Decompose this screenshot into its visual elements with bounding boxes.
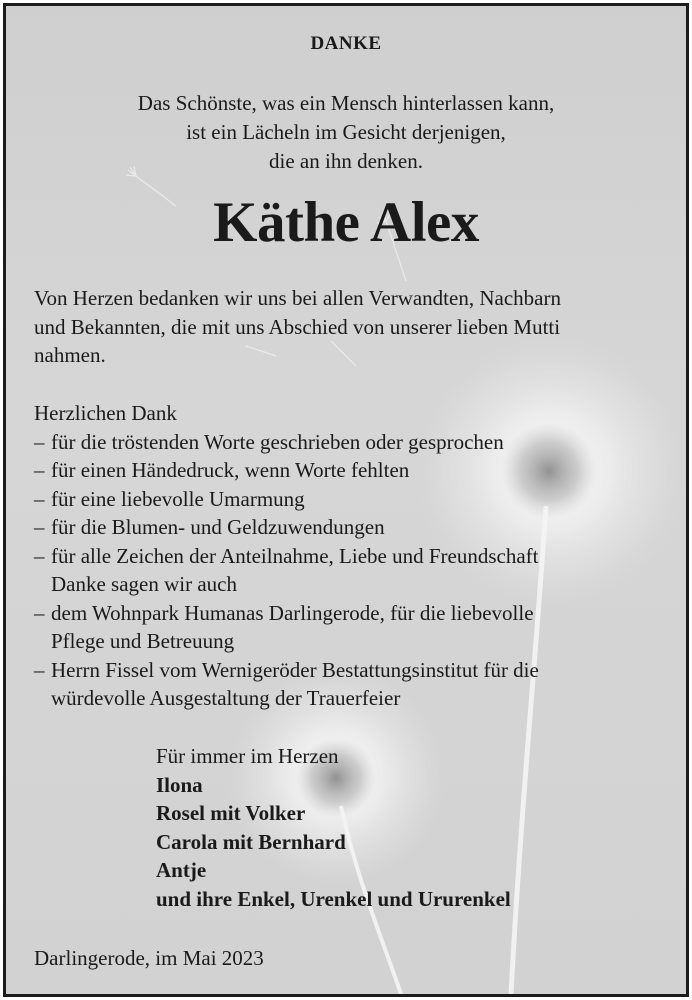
also-item-line: dem Wohnpark Humanas Darlingerode, für die liebevolle bbox=[51, 600, 534, 625]
thanks-item-line: für die Blumen- und Geldzuwendungen bbox=[51, 515, 385, 539]
thanks-item-line: für alle Zeichen der Anteilnahme, Liebe und Freundschaft bbox=[51, 543, 539, 568]
thanks-item-line: für eine liebevolle Umarmung bbox=[51, 486, 305, 511]
dash-bullet: – bbox=[34, 458, 45, 482]
quote-line-2: ist ein Lächeln im Gesicht derjenigen, bbox=[186, 120, 506, 144]
thanks-item-3 bbox=[34, 485, 539, 514]
also-item-line: Pflege und Betreuung bbox=[51, 629, 235, 653]
mourner-3: Carola mit Bernhard bbox=[156, 829, 346, 854]
dash-bullet: – bbox=[34, 600, 45, 625]
mourner-5: und ihre Enkel, Urenkel und Ururenkel bbox=[156, 886, 511, 911]
thanks-item-1 bbox=[34, 428, 539, 457]
thanks-item-line: für einen Händedruck, wenn Worte fehlten bbox=[51, 458, 410, 482]
intro-line-2: und Bekannten, die mit uns Abschied von unserer lieben Mutti bbox=[34, 314, 561, 339]
also-item-2 bbox=[34, 656, 539, 713]
thanks-section bbox=[34, 399, 539, 713]
thanks-item-4 bbox=[34, 513, 539, 542]
thanks-item-line: für die tröstenden Worte geschrieben oder gesprochen bbox=[51, 429, 504, 454]
mourner-1: Ilona bbox=[156, 772, 203, 797]
also-line: Danke sagen wir auch bbox=[51, 572, 238, 596]
quote-line-1: Das Schönste, was ein Mensch hinterlassen kann, bbox=[137, 91, 555, 115]
thanks-item-2 bbox=[34, 456, 539, 485]
intro-paragraph bbox=[34, 284, 561, 370]
dash-bullet: – bbox=[34, 486, 45, 511]
intro-line-1: Von Herzen bedanken wir uns bei allen Verwandten, Nachbarn bbox=[34, 286, 561, 310]
intro-line-3: nahmen. bbox=[34, 343, 106, 367]
deceased-name: Käthe Alex bbox=[213, 191, 479, 254]
dash-bullet: – bbox=[34, 543, 45, 568]
dash-bullet: – bbox=[34, 429, 45, 454]
thanks-item-5 bbox=[34, 542, 539, 599]
dash-bullet: – bbox=[34, 515, 45, 539]
place-date: Darlingerode, im Mai 2023 bbox=[34, 946, 264, 970]
mourner-2: Rosel mit Volker bbox=[156, 801, 306, 825]
closing-line: Für immer im Herzen bbox=[156, 744, 339, 768]
thanks-heading: Herzlichen Dank bbox=[34, 401, 177, 425]
also-item-line: Herrn Fissel vom Wernigeröder Bestattungsinstitut für die bbox=[51, 657, 539, 682]
signature-block bbox=[156, 742, 511, 913]
dash-bullet: – bbox=[34, 657, 45, 682]
also-item-line: würdevolle Ausgestaltung der Trauerfeier bbox=[51, 686, 401, 710]
quote-line-3: die an ihn denken. bbox=[269, 149, 423, 173]
obituary-notice bbox=[3, 3, 689, 997]
heading: DANKE bbox=[310, 33, 382, 54]
mourner-4: Antje bbox=[156, 858, 207, 882]
also-item-1 bbox=[34, 599, 539, 656]
